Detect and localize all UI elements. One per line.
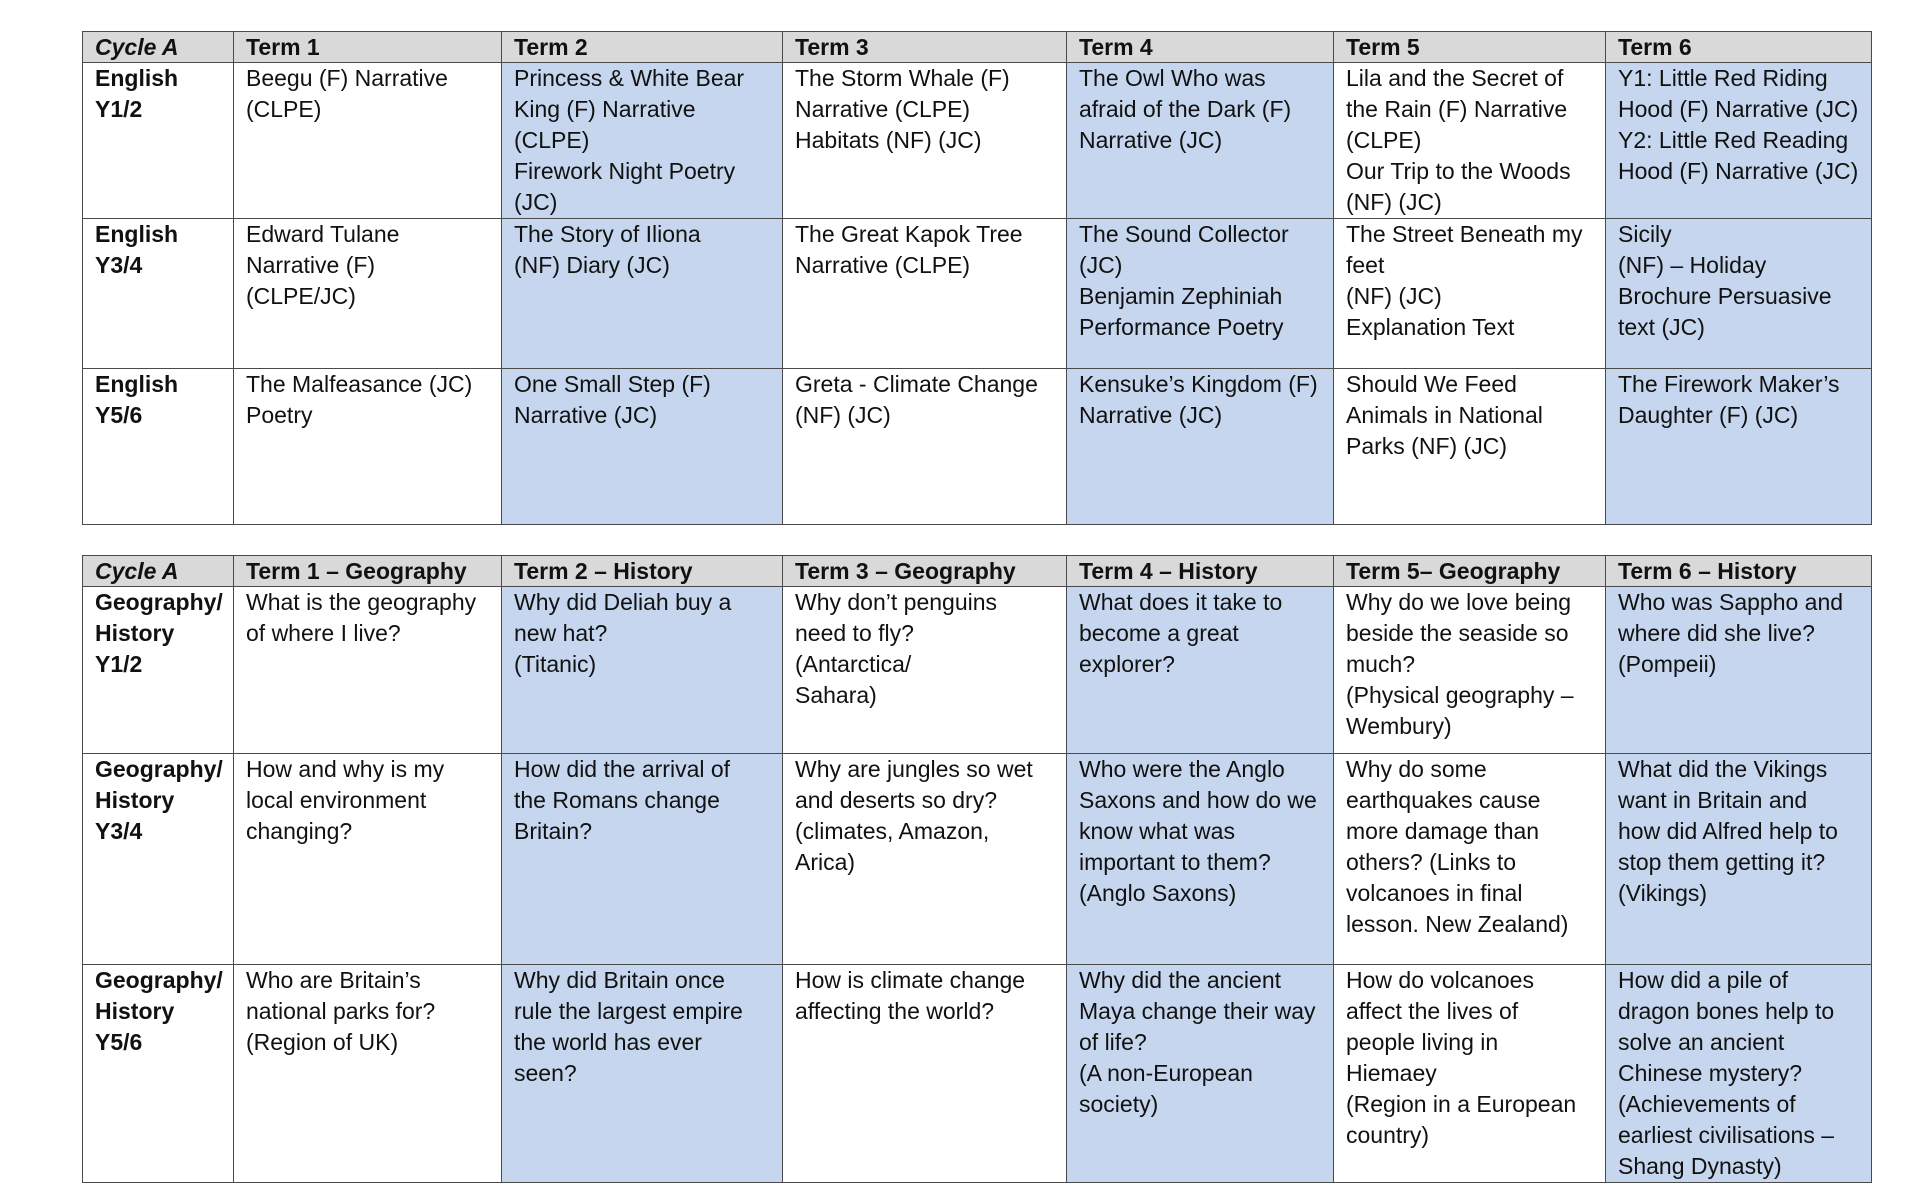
cell-line: (JC) <box>1079 252 1123 278</box>
cell-line: Why did the ancient <box>1079 967 1282 993</box>
cell-line: How did the arrival of <box>514 756 731 782</box>
cell-line: Y2: Little Red Reading <box>1618 127 1849 153</box>
term-1-cell <box>234 754 502 965</box>
cell-line: Hood (F) Narrative (JC) <box>1618 96 1859 122</box>
cell-line: The Story of Iliona <box>514 221 701 247</box>
term-4-cell <box>1067 754 1334 965</box>
cell-line: Who was Sappho and <box>1618 589 1844 615</box>
cell-line: Why don’t penguins <box>795 589 998 615</box>
cell-line: Britain? <box>514 818 592 844</box>
row-header-line: Y5/6 <box>95 1029 143 1055</box>
cell-line: (Titanic) <box>514 651 597 677</box>
cell-line: The Great Kapok Tree <box>795 221 1023 247</box>
cell-line: How did a pile of <box>1618 967 1789 993</box>
row-header-line: Y3/4 <box>95 252 143 278</box>
row-header-line: History <box>95 787 175 813</box>
cell-line: Why did Britain once <box>514 967 725 993</box>
cell-line: people living in <box>1346 1029 1499 1055</box>
cell-line: affect the lives of <box>1346 998 1519 1024</box>
term-3-cell <box>783 219 1067 369</box>
cell-line: How is climate change <box>795 967 1026 993</box>
header-row <box>83 32 1872 63</box>
cell-line: The Sound Collector <box>1079 221 1289 247</box>
cell-line: Why did Deliah buy a <box>514 589 732 615</box>
cell-line: Maya change their way <box>1079 998 1316 1024</box>
cell-line: others? (Links to <box>1346 849 1517 875</box>
term-2-header: Term 2 <box>502 32 783 63</box>
cell-line: the world has ever <box>514 1029 702 1055</box>
header-row <box>83 556 1872 587</box>
cell-line: Narrative (JC) <box>1079 402 1223 428</box>
term-6-header: Term 6 – History <box>1606 556 1872 587</box>
cell-line: stop them getting it? <box>1618 849 1826 875</box>
term-1-cell <box>234 219 502 369</box>
cell-line: How do volcanoes <box>1346 967 1534 993</box>
cell-line: want in Britain and <box>1618 787 1808 813</box>
cell-line: (Pompeii) <box>1618 651 1717 677</box>
term-6-cell <box>1606 219 1872 369</box>
cell-line: more damage than <box>1346 818 1540 844</box>
term-5-cell <box>1334 754 1606 965</box>
cell-line: afraid of the Dark (F) <box>1079 96 1292 122</box>
row-header-line: English <box>95 221 179 247</box>
cell-line: text (JC) <box>1618 314 1705 340</box>
term-6-header: Term 6 <box>1606 32 1872 63</box>
term-3-cell <box>783 63 1067 219</box>
cycle-header: Cycle A <box>83 556 234 587</box>
cell-line: (climates, Amazon, <box>795 818 990 844</box>
term-3-header: Term 3 <box>783 32 1067 63</box>
term-5-cell <box>1334 63 1606 219</box>
cell-line: of where I live? <box>246 620 401 646</box>
cell-line: beside the seaside so <box>1346 620 1569 646</box>
term-1-cell <box>234 965 502 1183</box>
cell-line: Hood (F) Narrative (JC) <box>1618 158 1859 184</box>
cell-line: (Region of UK) <box>246 1029 399 1055</box>
cell-line: important to them? <box>1079 849 1271 875</box>
cell-line: The Street Beneath my <box>1346 221 1583 247</box>
cell-line: What is the geography <box>246 589 477 615</box>
term-4-cell <box>1067 369 1334 525</box>
cell-line: the Rain (F) Narrative <box>1346 96 1568 122</box>
cell-line: Chinese mystery? <box>1618 1060 1803 1086</box>
cell-line: Sicily <box>1618 221 1672 247</box>
row-header-line: History <box>95 620 175 646</box>
term-5-header: Term 5– Geography <box>1334 556 1606 587</box>
cell-line: (CLPE) <box>1346 127 1422 153</box>
term-1-cell <box>234 369 502 525</box>
term-5-header: Term 5 <box>1334 32 1606 63</box>
row-header <box>83 219 234 369</box>
row-header-line: Y1/2 <box>95 651 143 677</box>
cell-line: (Achievements of <box>1618 1091 1796 1117</box>
cell-line: Explanation Text <box>1346 314 1515 340</box>
row-header-line: Geography/ <box>95 756 223 782</box>
term-2-cell <box>502 754 783 965</box>
cell-line: much? <box>1346 651 1416 677</box>
cell-line: Should We Feed <box>1346 371 1517 397</box>
table-row <box>83 754 1872 965</box>
row-header <box>83 754 234 965</box>
cell-line: Our Trip to the Woods <box>1346 158 1571 184</box>
cell-line: affecting the world? <box>795 998 995 1024</box>
term-3-cell <box>783 754 1067 965</box>
cell-line: Sahara) <box>795 682 877 708</box>
term-3-cell <box>783 369 1067 525</box>
cell-line: (Region in a European <box>1346 1091 1577 1117</box>
cell-line: (Antarctica/ <box>795 651 912 677</box>
term-6-cell <box>1606 754 1872 965</box>
term-5-cell <box>1334 965 1606 1183</box>
cell-line: dragon bones help to <box>1618 998 1835 1024</box>
cell-line: solve an ancient <box>1618 1029 1785 1055</box>
term-6-cell <box>1606 965 1872 1183</box>
term-1-cell <box>234 63 502 219</box>
cell-line: rule the largest empire <box>514 998 743 1024</box>
row-header-line: English <box>95 65 179 91</box>
cell-line: (Vikings) <box>1618 880 1708 906</box>
row-header-line: Y1/2 <box>95 96 143 122</box>
cell-line: Parks (NF) (JC) <box>1346 433 1507 459</box>
cell-line: Arica) <box>795 849 856 875</box>
cell-line: Narrative (CLPE) <box>795 96 971 122</box>
cell-line: become a great <box>1079 620 1239 646</box>
term-3-cell <box>783 587 1067 754</box>
cell-line: Princess & White Bear <box>514 65 745 91</box>
row-header <box>83 369 234 525</box>
cell-line: One Small Step (F) <box>514 371 711 397</box>
cell-line: how did Alfred help to <box>1618 818 1838 844</box>
term-6-cell <box>1606 587 1872 754</box>
term-1-header: Term 1 – Geography <box>234 556 502 587</box>
row-header-line: Y3/4 <box>95 818 143 844</box>
term-5-cell <box>1334 369 1606 525</box>
cell-line: (NF) (JC) <box>1346 283 1442 309</box>
cell-line: Poetry <box>246 402 313 428</box>
cell-line: the Romans change <box>514 787 720 813</box>
row-header-line: Geography/ <box>95 589 223 615</box>
term-2-cell <box>502 587 783 754</box>
term-3-header: Term 3 – Geography <box>783 556 1067 587</box>
cell-line: where did she live? <box>1618 620 1815 646</box>
row-header <box>83 63 234 219</box>
cell-line: Why do some <box>1346 756 1487 782</box>
cell-line: King (F) Narrative (CLPE) <box>514 96 696 153</box>
row-header-line: History <box>95 998 175 1024</box>
term-5-cell <box>1334 587 1606 754</box>
term-2-cell <box>502 369 783 525</box>
cell-line: The Storm Whale (F) <box>795 65 1010 91</box>
cell-line: (Physical geography – <box>1346 682 1574 708</box>
cell-line: of life? <box>1079 1029 1147 1055</box>
cell-line: seen? <box>514 1060 577 1086</box>
cell-line: Firework Night Poetry <box>514 158 736 184</box>
cell-line: Daughter (F) (JC) <box>1618 402 1799 428</box>
cell-line: new hat? <box>514 620 608 646</box>
cell-line: (NF) – Holiday <box>1618 252 1767 278</box>
cell-line: local environment <box>246 787 427 813</box>
cell-line: Greta - Climate Change <box>795 371 1038 397</box>
cell-line: Who were the Anglo <box>1079 756 1285 782</box>
cell-line: Kensuke’s Kingdom (F) <box>1079 371 1318 397</box>
cell-line: know what was <box>1079 818 1235 844</box>
cell-line: need to fly? <box>795 620 914 646</box>
table-row <box>83 219 1872 369</box>
term-1-header: Term 1 <box>234 32 502 63</box>
row-header <box>83 587 234 754</box>
cell-line: (Anglo Saxons) <box>1079 880 1237 906</box>
term-3-cell <box>783 965 1067 1183</box>
cell-line: earthquakes cause <box>1346 787 1541 813</box>
cell-line: feet <box>1346 252 1385 278</box>
cell-line: Shang Dynasty) <box>1618 1153 1782 1179</box>
table-row <box>83 369 1872 525</box>
cell-line: Performance Poetry <box>1079 314 1284 340</box>
cell-line: Who are Britain’s <box>246 967 421 993</box>
cell-line: (NF) Diary (JC) <box>514 252 670 278</box>
cell-line: volcanoes in final <box>1346 880 1523 906</box>
cell-line: Narrative (JC) <box>514 402 658 428</box>
cell-line: Narrative (JC) <box>1079 127 1223 153</box>
cell-line: Hiemaey <box>1346 1060 1437 1086</box>
cell-line: Habitats (NF) (JC) <box>795 127 982 153</box>
cell-line: (NF) (JC) <box>795 402 891 428</box>
table-row <box>83 587 1872 754</box>
term-4-header: Term 4 <box>1067 32 1334 63</box>
term-1-cell <box>234 587 502 754</box>
term-4-header: Term 4 – History <box>1067 556 1334 587</box>
cell-line: explorer? <box>1079 651 1175 677</box>
cycle-header: Cycle A <box>83 32 234 63</box>
table-row <box>83 63 1872 219</box>
cell-line: The Malfeasance (JC) <box>246 371 473 397</box>
term-6-cell <box>1606 63 1872 219</box>
term-2-cell <box>502 63 783 219</box>
cell-line: Y1: Little Red Riding <box>1618 65 1828 91</box>
cell-line: Why do we love being <box>1346 589 1572 615</box>
cell-line: Beegu (F) Narrative <box>246 65 448 91</box>
row-header-line: English <box>95 371 179 397</box>
cell-line: What does it take to <box>1079 589 1283 615</box>
term-2-header: Term 2 – History <box>502 556 783 587</box>
term-4-cell <box>1067 587 1334 754</box>
cell-line: lesson. New Zealand) <box>1346 911 1569 937</box>
cell-line: changing? <box>246 818 353 844</box>
cell-line: Narrative (CLPE) <box>795 252 971 278</box>
cell-line: Benjamin Zephiniah <box>1079 283 1283 309</box>
term-4-cell <box>1067 965 1334 1183</box>
term-5-cell <box>1334 219 1606 369</box>
cell-line: society) <box>1079 1091 1159 1117</box>
cell-line: The Firework Maker’s <box>1618 371 1840 397</box>
term-2-cell <box>502 965 783 1183</box>
row-header-line: Geography/ <box>95 967 223 993</box>
cell-line: national parks for? <box>246 998 436 1024</box>
geography-history-curriculum-table <box>82 555 1872 1183</box>
cell-line: Wembury) <box>1346 713 1452 739</box>
cell-line: (CLPE) <box>246 96 322 122</box>
row-header <box>83 965 234 1183</box>
cell-line: Why are jungles so wet <box>795 756 1033 782</box>
cell-line: What did the Vikings <box>1618 756 1828 782</box>
term-2-cell <box>502 219 783 369</box>
cell-line: Saxons and how do we <box>1079 787 1317 813</box>
cell-line: Brochure Persuasive <box>1618 283 1832 309</box>
cell-line: Lila and the Secret of <box>1346 65 1564 91</box>
cell-line: Narrative (F) (CLPE/JC) <box>246 252 376 309</box>
cell-line: (JC) <box>514 189 558 215</box>
cell-line: (NF) (JC) <box>1346 189 1442 215</box>
cell-line: Edward Tulane <box>246 221 400 247</box>
cell-line: and deserts so dry? <box>795 787 998 813</box>
term-4-cell <box>1067 63 1334 219</box>
cell-line: Animals in National <box>1346 402 1543 428</box>
row-header-line: Y5/6 <box>95 402 143 428</box>
cell-line: country) <box>1346 1122 1430 1148</box>
cell-line: How and why is my <box>246 756 445 782</box>
term-4-cell <box>1067 219 1334 369</box>
cell-line: (A non-European <box>1079 1060 1253 1086</box>
cell-line: The Owl Who was <box>1079 65 1266 91</box>
english-curriculum-table <box>82 31 1872 525</box>
term-6-cell <box>1606 369 1872 525</box>
cell-line: earliest civilisations – <box>1618 1122 1835 1148</box>
table-row <box>83 965 1872 1183</box>
